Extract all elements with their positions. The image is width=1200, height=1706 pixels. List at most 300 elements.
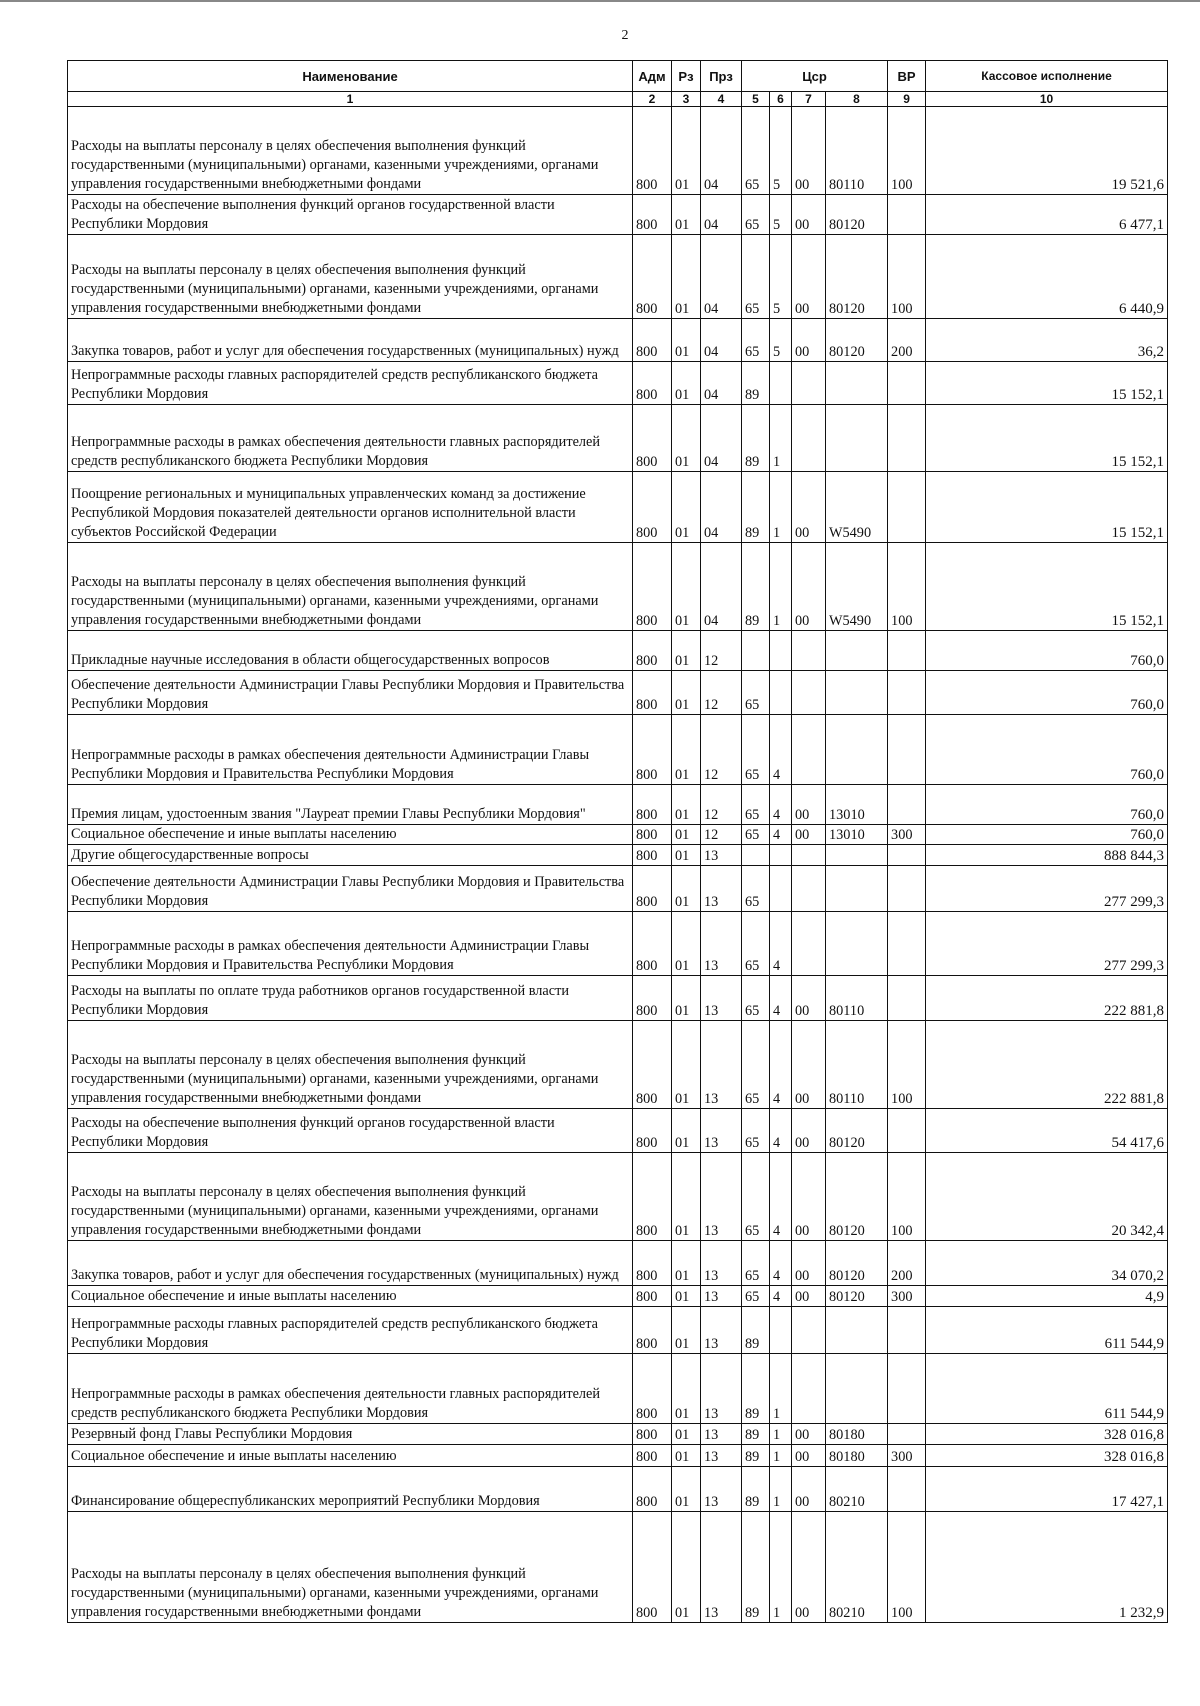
row-rz: 01 [672,845,701,866]
row-amount: 760,0 [926,785,1168,825]
row-vr: 100 [888,1021,926,1109]
row-csr-6: 1 [770,472,792,543]
row-vr [888,1307,926,1354]
row-rz: 01 [672,1307,701,1354]
row-csr-5: 65 [742,107,770,195]
row-csr-7 [792,405,826,472]
row-csr-5: 65 [742,715,770,785]
row-csr-7: 00 [792,1424,826,1445]
row-adm: 800 [633,715,672,785]
row-vr [888,785,926,825]
row-name: Закупка товаров, работ и услуг для обеспечения государственных (муниципальных) нужд [68,1241,633,1286]
row-csr-6 [770,1307,792,1354]
table-row [68,1307,1168,1354]
row-csr-7: 00 [792,1153,826,1241]
row-csr-5: 65 [742,1286,770,1307]
row-csr-5: 89 [742,1467,770,1512]
row-csr-8 [826,631,888,671]
row-csr-6: 1 [770,1445,792,1467]
row-adm: 800 [633,1307,672,1354]
row-prz: 13 [701,866,742,912]
row-prz: 13 [701,1424,742,1445]
row-amount: 611 544,9 [926,1354,1168,1424]
row-csr-6 [770,866,792,912]
table-row [68,1153,1168,1241]
row-vr [888,715,926,785]
table-row [68,671,1168,715]
row-csr-7: 00 [792,543,826,631]
header-adm: Адм [633,61,672,92]
row-csr-5: 65 [742,976,770,1021]
row-name: Премия лицам, удостоенным звания "Лауреат премии Главы Республики Мордовия" [68,785,633,825]
row-csr-5: 89 [742,1354,770,1424]
row-rz: 01 [672,1021,701,1109]
row-csr-5: 89 [742,1512,770,1623]
row-amount: 20 342,4 [926,1153,1168,1241]
row-csr-6 [770,631,792,671]
row-amount: 1 232,9 [926,1512,1168,1623]
row-adm: 800 [633,405,672,472]
row-prz: 04 [701,472,742,543]
row-prz: 04 [701,107,742,195]
row-adm: 800 [633,1354,672,1424]
row-csr-6: 4 [770,785,792,825]
row-vr: 200 [888,1241,926,1286]
row-adm: 800 [633,1424,672,1445]
row-csr-6 [770,845,792,866]
row-rz: 01 [672,1109,701,1153]
table-row [68,235,1168,319]
header-rz: Рз [672,61,701,92]
row-csr-6 [770,671,792,715]
row-amount: 34 070,2 [926,1241,1168,1286]
row-amount: 760,0 [926,671,1168,715]
row-amount: 17 427,1 [926,1467,1168,1512]
row-vr: 300 [888,1445,926,1467]
row-adm: 800 [633,976,672,1021]
table-row [68,1424,1168,1445]
row-csr-8 [826,1354,888,1424]
row-vr [888,671,926,715]
row-prz: 13 [701,912,742,976]
row-adm: 800 [633,1153,672,1241]
row-csr-8 [826,715,888,785]
row-rz: 01 [672,195,701,235]
row-prz: 13 [701,1467,742,1512]
row-csr-7: 00 [792,1021,826,1109]
row-amount: 328 016,8 [926,1445,1168,1467]
header-csr: Цср [742,61,888,92]
table-row [68,1021,1168,1109]
row-amount: 6 477,1 [926,195,1168,235]
row-vr [888,631,926,671]
row-vr [888,845,926,866]
row-csr-8 [826,1307,888,1354]
row-vr [888,1109,926,1153]
row-name: Непрограммные расходы главных распорядителей средств республиканского бюджета Республики Мордовия [68,1307,633,1354]
row-name: Расходы на выплаты персоналу в целях обеспечения выполнения функций государственными (муниципальными) органами, казенными учреждениями, органами управления государственными внебюджетными фондами [68,107,633,195]
row-csr-6: 1 [770,405,792,472]
row-adm: 800 [633,235,672,319]
row-adm: 800 [633,472,672,543]
row-csr-8: 80120 [826,1286,888,1307]
row-rz: 01 [672,405,701,472]
header-prz: Прз [701,61,742,92]
row-prz: 04 [701,405,742,472]
row-csr-8: 80180 [826,1424,888,1445]
row-csr-5: 89 [742,543,770,631]
row-csr-5: 65 [742,1021,770,1109]
row-amount: 760,0 [926,631,1168,671]
row-adm: 800 [633,866,672,912]
budget-table [67,60,1168,1623]
row-name: Расходы на выплаты персоналу в целях обеспечения выполнения функций государственными (муниципальными) органами, казенными учреждениями, органами управления государственными внебюджетными фондами [68,1021,633,1109]
top-border-line [0,0,1200,2]
row-adm: 800 [633,825,672,845]
row-amount: 4,9 [926,1286,1168,1307]
row-amount: 15 152,1 [926,472,1168,543]
row-csr-7: 00 [792,976,826,1021]
row-name: Непрограммные расходы в рамках обеспечения деятельности главных распорядителей средств республиканского бюджета Республики Мордовия [68,405,633,472]
row-adm: 800 [633,1512,672,1623]
table-row [68,976,1168,1021]
row-csr-8: 80120 [826,1109,888,1153]
row-vr: 100 [888,1512,926,1623]
row-csr-6: 4 [770,1286,792,1307]
row-prz: 13 [701,1512,742,1623]
row-csr-6: 4 [770,715,792,785]
row-csr-7: 00 [792,1286,826,1307]
row-csr-6: 1 [770,1424,792,1445]
row-vr [888,405,926,472]
row-csr-7 [792,631,826,671]
row-rz: 01 [672,912,701,976]
row-adm: 800 [633,1021,672,1109]
row-csr-8: 80210 [826,1512,888,1623]
row-csr-8: 13010 [826,825,888,845]
row-prz: 04 [701,362,742,405]
row-vr: 100 [888,1153,926,1241]
row-rz: 01 [672,1153,701,1241]
row-csr-8: 80120 [826,195,888,235]
row-csr-6: 4 [770,912,792,976]
row-adm: 800 [633,319,672,362]
table-row [68,195,1168,235]
row-rz: 01 [672,1424,701,1445]
row-name: Обеспечение деятельности Администрации Главы Республики Мордовия и Правительства Республики Мордовия [68,671,633,715]
table-row [68,472,1168,543]
row-csr-6: 4 [770,976,792,1021]
header-vr: ВР [888,61,926,92]
row-csr-5: 65 [742,671,770,715]
row-csr-8: 80110 [826,976,888,1021]
row-prz: 12 [701,785,742,825]
row-vr [888,912,926,976]
row-csr-6: 4 [770,825,792,845]
column-number: 7 [792,92,826,107]
row-amount: 328 016,8 [926,1424,1168,1445]
column-number: 1 [68,92,633,107]
column-number: 6 [770,92,792,107]
row-name: Расходы на выплаты персоналу в целях обеспечения выполнения функций государственными (муниципальными) органами, казенными учреждениями, органами управления государственными внебюджетными фондами [68,543,633,631]
row-amount: 15 152,1 [926,543,1168,631]
column-number: 2 [633,92,672,107]
row-prz: 13 [701,1307,742,1354]
row-csr-5: 89 [742,1424,770,1445]
row-csr-5: 65 [742,1153,770,1241]
row-amount: 15 152,1 [926,362,1168,405]
row-vr: 300 [888,825,926,845]
row-rz: 01 [672,631,701,671]
row-amount: 54 417,6 [926,1109,1168,1153]
row-csr-8: 80120 [826,319,888,362]
row-amount: 760,0 [926,825,1168,845]
header-kass: Кассовое исполнение [926,61,1168,92]
row-csr-7 [792,1307,826,1354]
row-amount: 760,0 [926,715,1168,785]
row-prz: 04 [701,195,742,235]
column-number: 3 [672,92,701,107]
row-amount: 6 440,9 [926,235,1168,319]
row-prz: 13 [701,845,742,866]
column-number-row [68,92,1168,107]
row-adm: 800 [633,1241,672,1286]
row-rz: 01 [672,1354,701,1424]
row-csr-7: 00 [792,107,826,195]
row-csr-7: 00 [792,1445,826,1467]
row-csr-7: 00 [792,1109,826,1153]
row-csr-8 [826,405,888,472]
table-row [68,1241,1168,1286]
table-row [68,107,1168,195]
row-csr-5: 65 [742,825,770,845]
row-adm: 800 [633,671,672,715]
row-amount: 15 152,1 [926,405,1168,472]
row-csr-5: 65 [742,1109,770,1153]
row-csr-8: 80180 [826,1445,888,1467]
row-rz: 01 [672,1512,701,1623]
row-csr-6: 1 [770,1467,792,1512]
table-row [68,1445,1168,1467]
row-adm: 800 [633,1445,672,1467]
row-csr-5: 65 [742,912,770,976]
table-row [68,405,1168,472]
row-csr-8: 80110 [826,107,888,195]
table-row [68,866,1168,912]
row-adm: 800 [633,195,672,235]
row-csr-7: 00 [792,785,826,825]
row-csr-5: 65 [742,785,770,825]
row-adm: 800 [633,631,672,671]
table-row [68,1467,1168,1512]
row-rz: 01 [672,671,701,715]
row-csr-7: 00 [792,1512,826,1623]
row-amount: 222 881,8 [926,1021,1168,1109]
row-csr-6: 1 [770,543,792,631]
row-csr-8 [826,671,888,715]
row-name: Социальное обеспечение и иные выплаты населению [68,1286,633,1307]
row-name: Непрограммные расходы в рамках обеспечения деятельности Администрации Главы Республики Мордовия и Правительства Республики Мордовия [68,912,633,976]
table-row [68,1109,1168,1153]
table-row [68,1354,1168,1424]
row-csr-5: 89 [742,405,770,472]
row-csr-8: 13010 [826,785,888,825]
row-csr-7 [792,845,826,866]
row-csr-7 [792,1354,826,1424]
row-csr-6: 5 [770,195,792,235]
row-name: Расходы на выплаты персоналу в целях обеспечения выполнения функций государственными (муниципальными) органами, казенными учреждениями, органами управления государственными внебюджетными фондами [68,1512,633,1623]
row-prz: 12 [701,631,742,671]
row-csr-8 [826,912,888,976]
column-number: 9 [888,92,926,107]
row-prz: 04 [701,543,742,631]
row-prz: 13 [701,976,742,1021]
table-row [68,362,1168,405]
column-number: 4 [701,92,742,107]
row-amount: 222 881,8 [926,976,1168,1021]
row-prz: 13 [701,1153,742,1241]
row-name: Расходы на обеспечение выполнения функций органов государственной власти Республики Мордовия [68,1109,633,1153]
row-name: Расходы на выплаты персоналу в целях обеспечения выполнения функций государственными (муниципальными) органами, казенными учреждениями, органами управления государственными внебюджетными фондами [68,1153,633,1241]
row-name: Расходы на выплаты персоналу в целях обеспечения выполнения функций государственными (муниципальными) органами, казенными учреждениями, органами управления государственными внебюджетными фондами [68,235,633,319]
row-csr-5: 65 [742,1241,770,1286]
row-csr-6: 4 [770,1241,792,1286]
row-prz: 13 [701,1021,742,1109]
row-adm: 800 [633,1109,672,1153]
table-row [68,825,1168,845]
row-csr-5: 65 [742,195,770,235]
row-rz: 01 [672,543,701,631]
row-csr-5: 89 [742,472,770,543]
row-vr: 100 [888,543,926,631]
table-row [68,1512,1168,1623]
row-adm: 800 [633,1286,672,1307]
table-row [68,1286,1168,1307]
row-csr-8: 80120 [826,235,888,319]
row-vr: 100 [888,235,926,319]
row-vr [888,1354,926,1424]
row-name: Прикладные научные исследования в области общегосударственных вопросов [68,631,633,671]
row-csr-6 [770,362,792,405]
row-name: Резервный фонд Главы Республики Мордовия [68,1424,633,1445]
row-name: Поощрение региональных и муниципальных управленческих команд за достижение Республикой Мордовия показателей деятельности органов исполнительной власти субъектов Российской Федерации [68,472,633,543]
row-amount: 277 299,3 [926,866,1168,912]
row-csr-7: 00 [792,472,826,543]
row-amount: 277 299,3 [926,912,1168,976]
table-body [68,107,1168,1623]
row-name: Обеспечение деятельности Администрации Главы Республики Мордовия и Правительства Республики Мордовия [68,866,633,912]
row-csr-8: 80120 [826,1241,888,1286]
row-csr-7 [792,715,826,785]
row-csr-6: 5 [770,319,792,362]
row-amount: 19 521,6 [926,107,1168,195]
table-row [68,785,1168,825]
row-rz: 01 [672,866,701,912]
column-number: 5 [742,92,770,107]
row-csr-6: 5 [770,107,792,195]
row-prz: 13 [701,1354,742,1424]
row-csr-8: 80210 [826,1467,888,1512]
column-number: 8 [826,92,888,107]
row-name: Социальное обеспечение и иные выплаты населению [68,1445,633,1467]
row-rz: 01 [672,107,701,195]
row-csr-5: 65 [742,319,770,362]
row-rz: 01 [672,362,701,405]
row-adm: 800 [633,1467,672,1512]
row-rz: 01 [672,1286,701,1307]
row-csr-7 [792,912,826,976]
row-name: Непрограммные расходы главных распорядителей средств республиканского бюджета Республики Мордовия [68,362,633,405]
row-name: Социальное обеспечение и иные выплаты населению [68,825,633,845]
row-adm: 800 [633,912,672,976]
row-vr: 200 [888,319,926,362]
row-name: Финансирование общереспубликанских мероприятий Республики Мордовия [68,1467,633,1512]
row-csr-5: 89 [742,1445,770,1467]
row-csr-8: 80110 [826,1021,888,1109]
table-row [68,715,1168,785]
row-name: Расходы на обеспечение выполнения функций органов государственной власти Республики Мордовия [68,195,633,235]
row-csr-5: 65 [742,866,770,912]
row-name: Другие общегосударственные вопросы [68,845,633,866]
row-prz: 04 [701,235,742,319]
row-csr-8 [826,845,888,866]
table-row [68,845,1168,866]
row-csr-7: 00 [792,825,826,845]
row-rz: 01 [672,715,701,785]
table-row [68,631,1168,671]
row-rz: 01 [672,785,701,825]
row-csr-7: 00 [792,1467,826,1512]
row-vr [888,976,926,1021]
column-number: 10 [926,92,1168,107]
row-csr-5 [742,631,770,671]
row-csr-5: 89 [742,362,770,405]
row-csr-8: 80120 [826,1153,888,1241]
row-rz: 01 [672,235,701,319]
row-csr-6: 4 [770,1021,792,1109]
row-vr [888,362,926,405]
row-amount: 611 544,9 [926,1307,1168,1354]
header-row [68,61,1168,92]
row-prz: 13 [701,1109,742,1153]
row-rz: 01 [672,976,701,1021]
row-rz: 01 [672,1445,701,1467]
row-vr: 300 [888,1286,926,1307]
row-vr [888,472,926,543]
row-csr-5 [742,845,770,866]
row-csr-8 [826,362,888,405]
row-prz: 13 [701,1286,742,1307]
row-rz: 01 [672,319,701,362]
row-amount: 888 844,3 [926,845,1168,866]
row-csr-8: W5490 [826,543,888,631]
row-csr-7 [792,866,826,912]
row-prz: 04 [701,319,742,362]
row-vr [888,1467,926,1512]
row-adm: 800 [633,543,672,631]
row-vr [888,1424,926,1445]
row-rz: 01 [672,825,701,845]
row-prz: 12 [701,715,742,785]
row-rz: 01 [672,1241,701,1286]
row-amount: 36,2 [926,319,1168,362]
row-vr [888,195,926,235]
header-name: Наименование [68,61,633,92]
row-csr-8: W5490 [826,472,888,543]
row-rz: 01 [672,472,701,543]
row-csr-8 [826,866,888,912]
row-name: Закупка товаров, работ и услуг для обеспечения государственных (муниципальных) нужд [68,319,633,362]
